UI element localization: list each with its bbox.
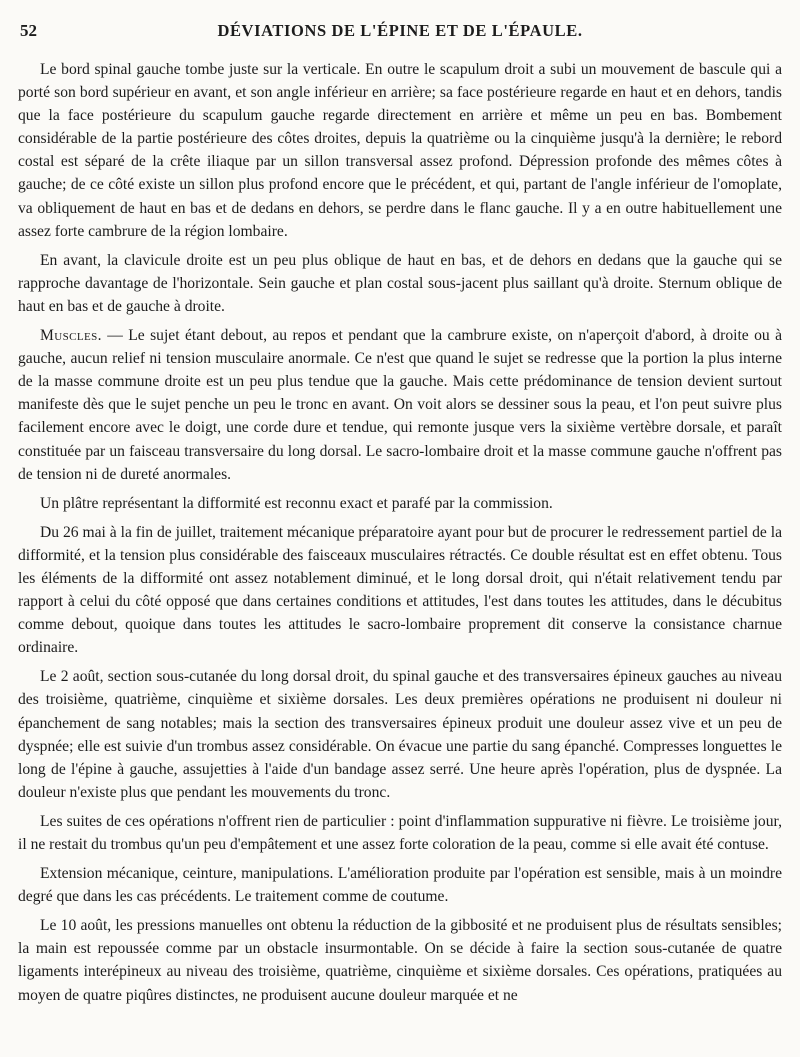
paragraph-text: Le bord spinal gauche tombe juste sur la verticale. En outre le scapulum droit a subi un mouvement de bascule qui a porté son bord supérieur en avant, et son angle inférieur en arrière; sa face postérieure regarde en haut et en dehors, tandis que la face postérieure du scapulum gauche regarde directement en arrière et même un peu en bas. Bombement considérable de la partie postérieure des côtes droites, depuis la quatrième ou la cinquième jusqu'à la dernière; le rebord costal est séparé de la crête iliaque par un sillon transversal assez profond. Dépression profonde des mêmes côtes à gauche; de ce côté existe un sillon plus profond encore que le précédent, et qui, partant de l'angle inférieur de l'omoplate, va obliquement de haut en bas et de dedans en dehors, se perdre dans le flanc gauche. Il y a en outre habituellement une assez forte cambrure de la région lombaire.: [18, 61, 782, 240]
paragraph-text: Un plâtre représentant la difformité est reconnu exact et parafé par la commission.: [40, 494, 553, 512]
section-lead: Muscles.: [40, 327, 102, 345]
paragraph-text: Le 10 août, les pressions manuelles ont obtenu la réduction de la gibbosité et ne produisent plus de résultats sensibles; la main est repoussée comme par un obstacle insurmontable. On se décide à faire la section sous-cutanée de quatre ligaments interépineux au niveau des troisième, quatrième, cinquième et sixième dorsales. Ces opérations, pratiquées au moyen de quatre piqûres distinctes, ne produisent aucune douleur marquée et ne: [18, 917, 782, 1004]
paragraph: [18, 862, 782, 908]
paragraph-text: Les suites de ces opérations n'offrent rien de particulier : point d'inflammation suppurative ni fièvre. Le troisième jour, il ne restait du trombus qu'un peu d'empâtement et une assez forte coloration de la peau, comme si elle avait été contuse.: [18, 812, 782, 853]
paragraph-text: En avant, la clavicule droite est un peu plus oblique de haut en bas, et de dehors en dedans que la gauche qui se rapproche davantage de l'horizontale. Sein gauche et plan costal sous-jacent plus saillant qu'à droite. Sternum oblique de haut en bas et de gauche à droite.: [18, 251, 782, 315]
paragraph-text: — Le sujet étant debout, au repos et pendant que la cambrure existe, on n'aperçoit d'abord, à droite ou à gauche, aucun relief ni tension musculaire anormale. Ce n'est que quand le sujet se redresse que la portion la plus interne de la masse commune droite est un peu plus tendue que la gauche. Mais cette prédominance de tension devient surtout manifeste dès que le sujet penche un peu le tronc en avant. On voit alors se dessiner sous la peau, et l'on peut suivre plus facilement encore avec le doigt, une corde dure et tendue, qui remonte jusque vers la sixième vertèbre dorsale, et paraît constituée par un faisceau transversaire du long dorsal. Le sacro-lombaire droit et la masse commune gauche n'offrent pas de tension ni de dureté anormales.: [18, 327, 782, 483]
paragraph: [18, 665, 782, 804]
page-number: 52: [20, 21, 37, 40]
paragraph-text: Du 26 mai à la fin de juillet, traitement mécanique préparatoire ayant pour but de procurer le redressement partiel de la difformité, et la tension plus considérable des faisceaux musculaires rétractés. Ce double résultat est en effet obtenu. Tous les éléments de la difformité ont assez notablement diminué, et le long dorsal droit, qui n'était relativement tendu par rapport à celui du côté opposé que dans certaines conditions et attitudes, l'est dans toutes les attitudes, dans le décubitus comme debout, quoique dans toutes les attitudes le sacro-lombaire proprement dit conserve la consistance charnue ordinaire.: [18, 523, 782, 657]
paragraph-text: Le 2 août, section sous-cutanée du long dorsal droit, du spinal gauche et des transversaires épineux gauches au niveau des troisième, quatrième, cinquième et sixième dorsales. Les deux premières opérations ne produisent ni douleur ni épanchement de sang notables; mais la section des transversaires épineux produit une douleur assez vive et un peu de dyspnée; elle est suivie d'un trombus assez considérable. On évacue une partie du sang épanché. Compresses longuettes le long de l'épine à gauche, assujetties à l'aide d'un bandage assez serré. Une heure après l'opération, plus de dyspnée. La douleur n'existe plus que pendant les mouvements du tronc.: [18, 668, 782, 801]
paragraph: [18, 492, 782, 515]
paragraph: [18, 324, 782, 486]
running-title: DÉVIATIONS DE L'ÉPINE ET DE L'ÉPAULE.: [217, 21, 583, 40]
paragraph: [18, 249, 782, 318]
paragraph: [18, 914, 782, 1006]
paragraph: [18, 521, 782, 660]
paragraph: [18, 810, 782, 856]
page-header: [14, 18, 786, 42]
paragraph: [18, 58, 782, 243]
paragraph-text: Extension mécanique, ceinture, manipulations. L'amélioration produite par l'opération est sensible, mais à un moindre degré que dans les cas précédents. Le traitement comme de coutume.: [18, 865, 782, 906]
body-text: [18, 58, 782, 1013]
